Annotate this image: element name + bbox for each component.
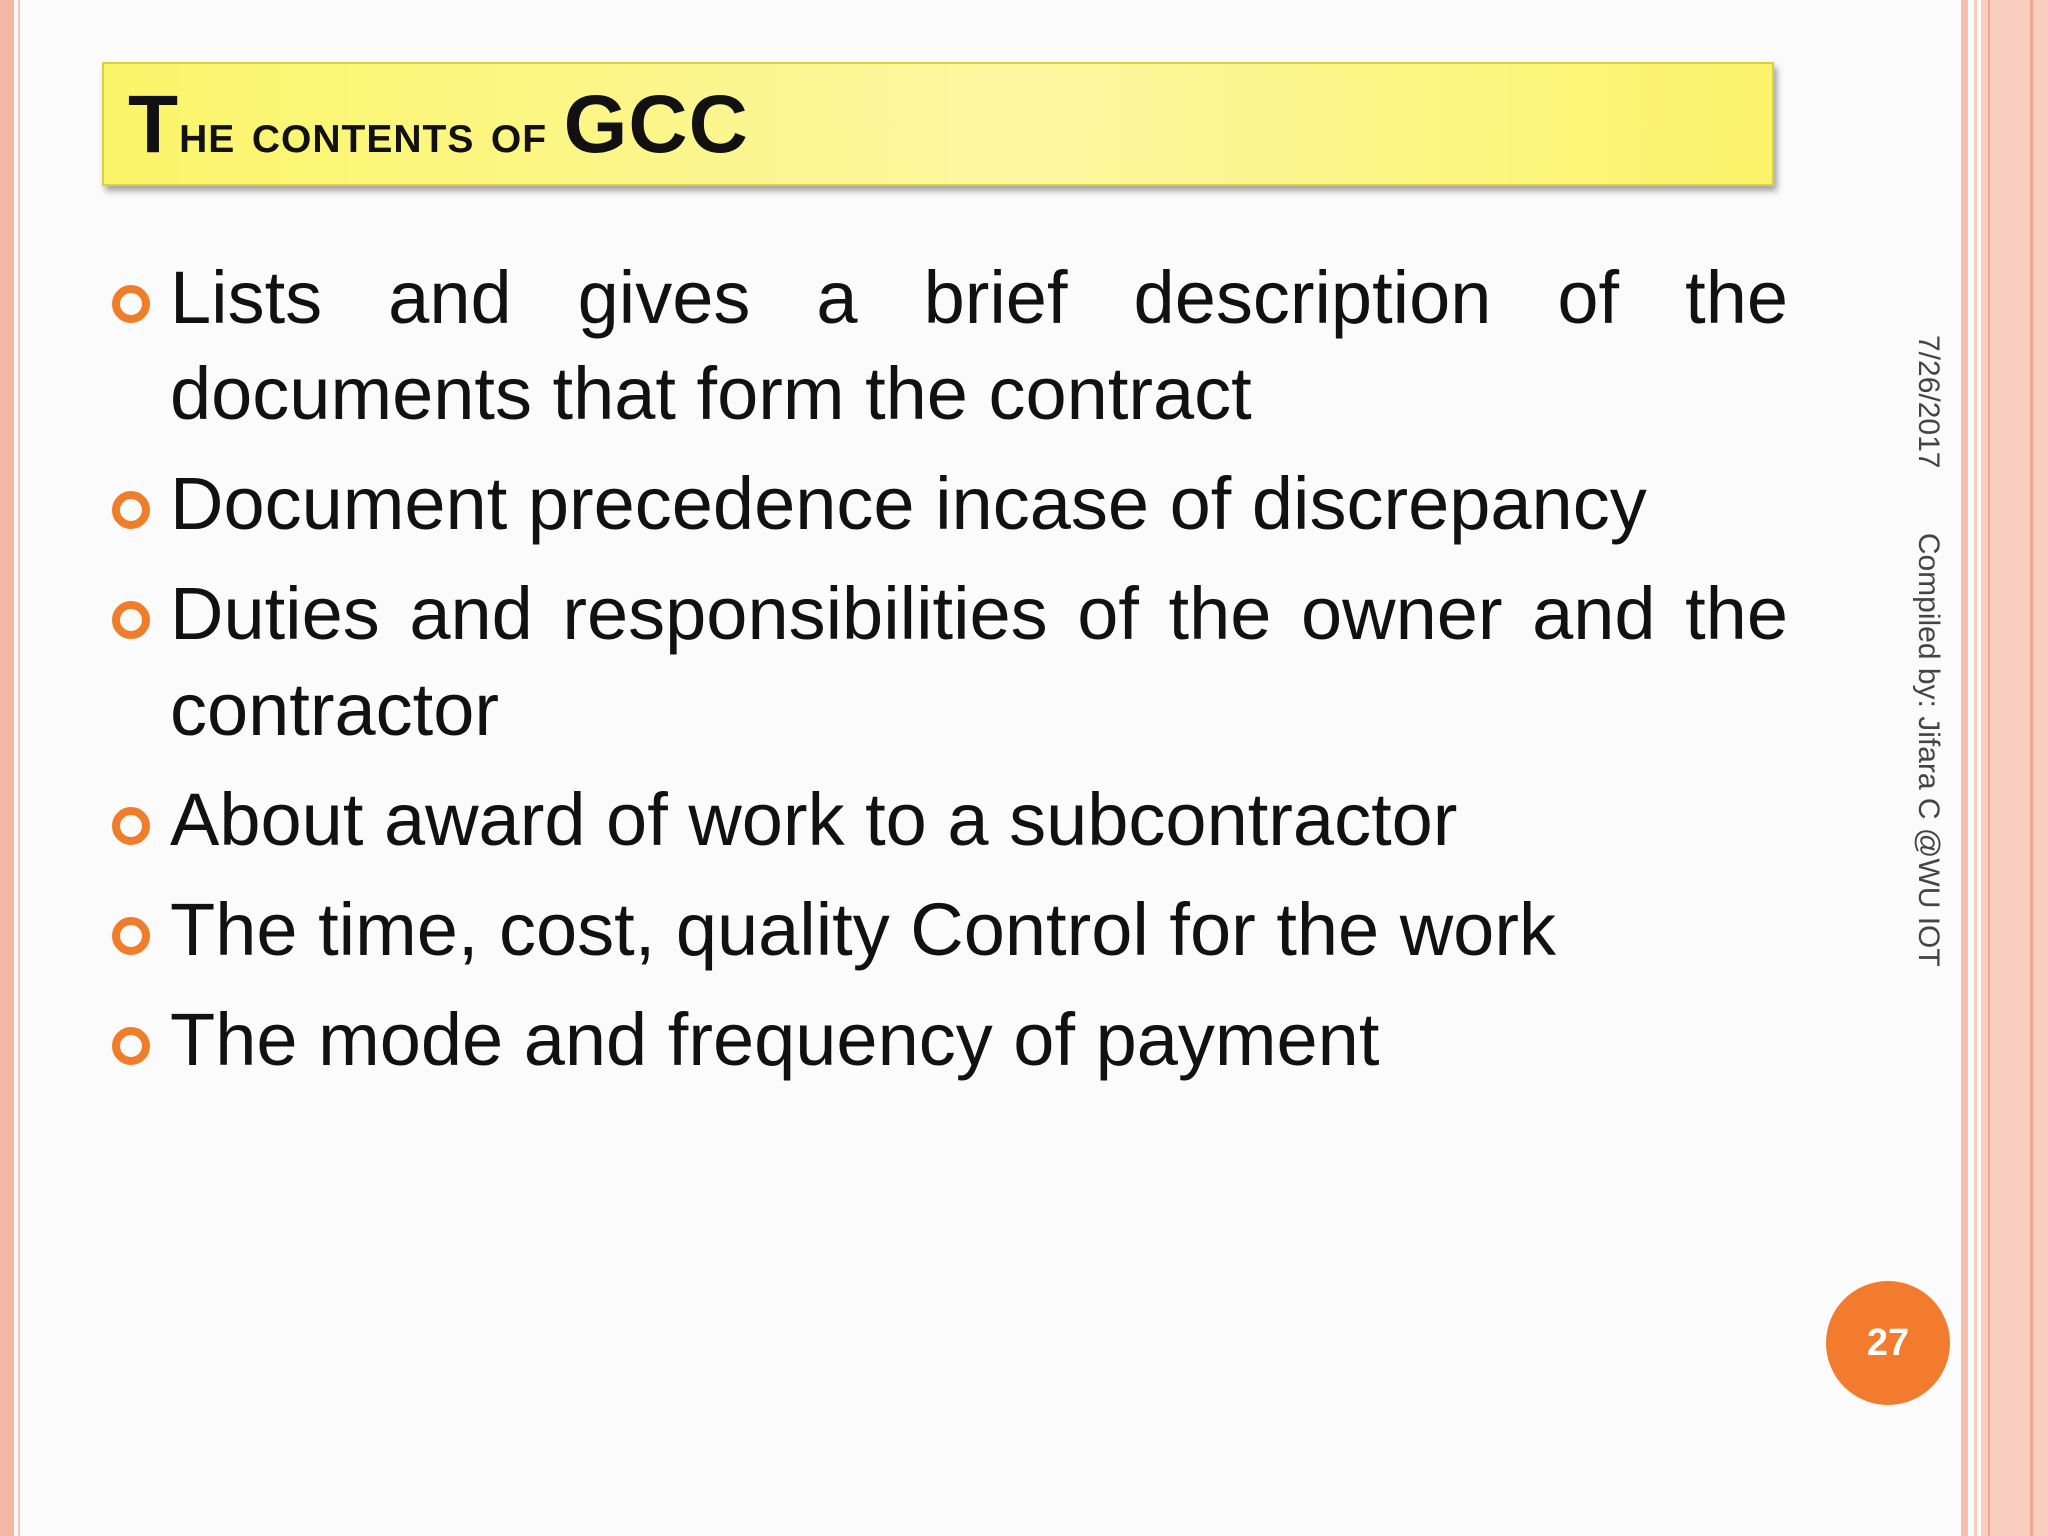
ring-bullet-icon xyxy=(112,807,150,845)
ring-bullet-icon xyxy=(112,917,150,955)
ring-bullet-icon xyxy=(112,601,150,639)
list-item xyxy=(108,772,1788,868)
bullet-text: The mode and frequency of payment xyxy=(170,998,1380,1081)
right-stripe-decoration xyxy=(1961,0,1968,1536)
footer-date: 7/26/2017 xyxy=(1912,335,1945,469)
ring-bullet-icon xyxy=(112,491,150,529)
list-item xyxy=(108,456,1788,552)
list-item xyxy=(108,882,1788,978)
right-stripe-decoration-thin xyxy=(1974,0,1977,1536)
list-item xyxy=(108,566,1788,758)
bullet-list xyxy=(108,250,1788,1102)
side-footer xyxy=(1908,335,1948,967)
page-number: 27 xyxy=(1866,1321,1910,1364)
bullet-text: Document precedence incase of discrepancy xyxy=(170,462,1647,545)
title-prefix-rest: he contents of xyxy=(179,101,564,164)
bullet-text: Lists and gives a brief description of the documents that form the contract xyxy=(170,256,1788,435)
bullet-text: The time, cost, quality Control for the work xyxy=(170,888,1556,971)
ring-bullet-icon xyxy=(112,1027,150,1065)
list-item xyxy=(108,992,1788,1088)
title-initial: T xyxy=(128,79,180,170)
ring-bullet-icon xyxy=(112,285,150,323)
footer-credit: Compiled by: Jifara C @WU IOT xyxy=(1912,532,1945,967)
right-band-line xyxy=(1988,0,1990,1536)
page-number-badge xyxy=(1826,1281,1950,1405)
slide-title xyxy=(128,79,749,170)
title-bar xyxy=(102,62,1774,186)
left-border-decoration xyxy=(0,0,14,1536)
left-border-line xyxy=(18,0,20,1536)
right-band-decoration xyxy=(1981,0,2048,1536)
right-band-line-outer xyxy=(2030,0,2033,1536)
bullet-text: Duties and responsibilities of the owner and the contractor xyxy=(170,572,1788,751)
title-emphasis: GCC xyxy=(563,79,749,170)
bullet-text: About award of work to a subcontractor xyxy=(170,778,1458,861)
list-item xyxy=(108,250,1788,442)
